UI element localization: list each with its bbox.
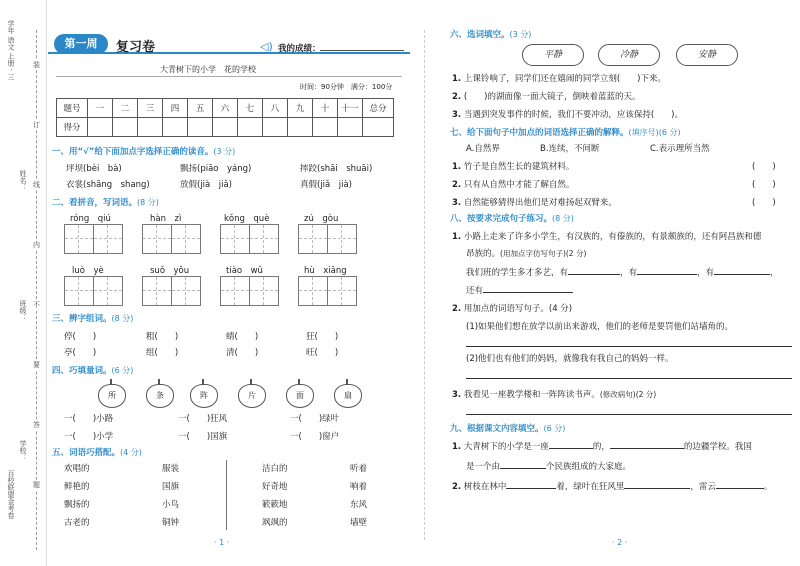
match-word[interactable]: 飘扬的 <box>64 500 90 510</box>
cut-char: 装 <box>33 61 40 69</box>
section-points: (3 分) <box>213 147 236 156</box>
imitate-sentence[interactable] <box>466 284 573 296</box>
section-points: (6 分) <box>111 366 134 375</box>
page-number: · 2 · <box>612 538 628 547</box>
section-title-text: 六、选词填空。 <box>450 30 510 40</box>
question-text: 个民族组成的大家庭。 <box>546 462 632 472</box>
answer-blank[interactable] <box>568 274 620 275</box>
writing-box[interactable] <box>298 224 328 254</box>
my-score-field[interactable] <box>320 50 404 51</box>
blank-text: ，有 <box>697 268 715 278</box>
word-cloud: 安静 <box>676 44 738 66</box>
answer-blank[interactable] <box>624 488 690 489</box>
question-text: 用加点的词语写句子。 <box>463 304 549 314</box>
question-text: 。 <box>763 482 773 492</box>
apple-word: 条 <box>146 384 174 408</box>
cut-char: 题 <box>33 481 40 489</box>
score-cell: 三 <box>138 99 163 118</box>
cut-char: 要 <box>33 361 40 369</box>
score-cell: 八 <box>263 99 288 118</box>
question-text: ( )的湖面像一面大镜子，倒映着蓝蓝的天。 <box>463 92 641 102</box>
match-word[interactable]: 簌簌地 <box>262 500 288 510</box>
fill-question: 2. 树枝在林中 着，绿叶在狂风里 ，雷云 。 <box>452 482 773 492</box>
writing-box[interactable] <box>142 224 172 254</box>
section-title-text: 一、用“√”给下面加点字选择正确的读音。 <box>52 147 214 157</box>
match-word[interactable]: 听着 <box>350 464 368 474</box>
section-points: (8 分) <box>137 198 159 207</box>
section-title-text: 八、按要求完成句子练习。 <box>450 214 553 224</box>
writing-box[interactable] <box>142 276 172 306</box>
question-text: 自然能够猜得出他们是对难扬起双臂来。 <box>463 198 617 208</box>
sentence-question: 1. 小路上走来了许多小学生，有汉族的，有傣族的，有景颇族的，还有阿昌族和德 <box>452 232 762 242</box>
score-input[interactable] <box>263 118 288 137</box>
apple-word: 片 <box>238 384 266 408</box>
meaning-question: 1. 竹子是自然生长的建筑材料。 <box>452 162 575 172</box>
pinyin-label: zú gòu <box>304 214 339 224</box>
fill-question[interactable]: 3. 当遇到突发事件的时候，我们不要冲动，应该保持( )。 <box>452 110 683 120</box>
match-word[interactable]: 服装 <box>162 464 180 474</box>
section-4-title <box>52 364 133 376</box>
school-label: 学校： <box>19 440 27 461</box>
imitate-sentence[interactable] <box>466 266 779 278</box>
sound-icon: ◁) <box>260 40 273 53</box>
sentence-question: 3. 我看见一座教学楼和一阵阵读书声。(修改病句)(2 分) <box>452 390 657 400</box>
answer-blank[interactable] <box>716 488 764 489</box>
score-input[interactable] <box>163 118 188 137</box>
sentence-prompt: (1)如果他们想在放学以前出来游戏，他们的老师是要罚他们站墙角的。 <box>466 322 734 332</box>
sentence-question-cont <box>466 247 586 259</box>
cut-char: 线 <box>33 181 40 189</box>
answer-blank[interactable] <box>637 274 697 275</box>
writing-box[interactable] <box>220 224 250 254</box>
blank-text: ， <box>770 268 779 278</box>
word-pair[interactable]: 旺( ) <box>306 348 339 358</box>
score-table-row <box>57 99 394 118</box>
answer-blank[interactable] <box>714 274 770 275</box>
match-word[interactable]: 洁白的 <box>262 464 288 474</box>
name-label: 姓名： <box>19 170 27 191</box>
match-word[interactable]: 鲜艳的 <box>64 482 90 492</box>
option: A.自然界 <box>466 144 500 154</box>
score-cell: 总分 <box>363 99 394 118</box>
answer-blank[interactable] <box>500 468 546 469</box>
page-divider <box>424 30 425 540</box>
question-text: 树枝在林中 <box>463 482 507 492</box>
score-input[interactable] <box>313 118 338 137</box>
meaning-question: 3. 自然能够猜得出他们是对难扬起双臂来。 <box>452 198 617 208</box>
answer-blank[interactable] <box>610 448 684 449</box>
writing-box[interactable] <box>93 276 123 306</box>
section-points: (填序号)(6 分) <box>628 128 681 137</box>
pinyin-label: hù xiāng <box>304 266 347 276</box>
answer-blank[interactable] <box>483 292 573 293</box>
apple-word: 扇 <box>334 384 362 408</box>
score-table <box>56 98 394 137</box>
score-input[interactable] <box>138 118 163 137</box>
cut-char: 内 <box>33 241 40 249</box>
question-text: 竹子是自然生长的建筑材料。 <box>463 162 575 172</box>
question-text: 大青树下的小学是一座 <box>463 442 549 452</box>
question-hint: (4 分) <box>548 304 573 314</box>
writing-box[interactable] <box>298 276 328 306</box>
score-cell: 五 <box>188 99 213 118</box>
score-cell: 六 <box>213 99 238 118</box>
pinyin-label: róng qiú <box>70 214 111 224</box>
time-info: 时间：90分钟 满分：100分 <box>300 83 393 91</box>
answer-blank[interactable] <box>506 488 556 489</box>
writing-box[interactable] <box>249 224 279 254</box>
pinyin-label: suǒ yǒu <box>150 266 190 276</box>
score-input[interactable] <box>88 118 113 137</box>
answer-line[interactable] <box>466 378 792 379</box>
match-word[interactable]: 响着 <box>350 482 368 492</box>
answer-line[interactable] <box>466 346 792 347</box>
score-input[interactable] <box>363 118 394 137</box>
measure-blank[interactable]: 一( )国旗 <box>178 432 228 442</box>
class-label: 班级： <box>19 300 27 321</box>
question-text: 小路上走来了许多小学生，有汉族的，有傣族的，有景颇族的，还有阿昌族和德 <box>463 232 762 242</box>
score-input[interactable] <box>188 118 213 137</box>
word-pair[interactable]: 清( ) <box>226 348 259 358</box>
reading-choice[interactable]: 摔跤(shāi shuāi) <box>300 164 373 174</box>
reading-choice[interactable]: 坪坝(bèi bà) <box>66 164 122 174</box>
blank-text: 还有 <box>466 286 484 296</box>
match-word[interactable]: 东风 <box>350 500 368 510</box>
writing-box[interactable] <box>249 276 279 306</box>
measure-blank[interactable]: 一( )小路 <box>64 414 114 424</box>
question-text: 只有从自然中才能了解自然。 <box>463 180 575 190</box>
writing-box[interactable] <box>171 276 201 306</box>
meaning-question: 2. 只有从自然中才能了解自然。 <box>452 180 575 190</box>
score-input[interactable] <box>213 118 238 137</box>
match-word[interactable]: 好奇地 <box>262 482 288 492</box>
score-input[interactable] <box>338 118 363 137</box>
match-word[interactable]: 古老的 <box>64 518 90 528</box>
measure-blank[interactable]: 一( )狂风 <box>178 414 228 424</box>
question-text: 的， <box>592 442 610 452</box>
section-title-text: 九、根据课文内容填空。 <box>450 424 544 434</box>
cut-char: 不 <box>33 301 40 309</box>
word-pair[interactable]: 狂( ) <box>306 332 339 342</box>
section-points: (6 分) <box>543 424 566 433</box>
section-8-title <box>450 212 574 224</box>
reading-choice[interactable]: 飘扬(piāo yáng) <box>180 164 252 174</box>
match-word[interactable]: 小鸟 <box>162 500 180 510</box>
binding-strip <box>0 0 47 566</box>
writing-box[interactable] <box>220 276 250 306</box>
publisher: 百校联盟金考卷 <box>7 470 15 519</box>
word-cloud: 冷静 <box>598 44 660 66</box>
reading-choice[interactable]: 衣裳(shāng shang) <box>66 180 150 190</box>
cut-char: 订 <box>33 121 40 129</box>
writing-box[interactable] <box>64 276 94 306</box>
question-text: 当遇到突发事件的时候，我们不要冲动，应该保持( )。 <box>463 110 683 120</box>
writing-box[interactable] <box>93 224 123 254</box>
subtitle: 大青树下的小学 花的学校 <box>160 65 256 74</box>
question-text: 是一个由 <box>466 462 501 472</box>
score-cell: 九 <box>288 99 313 118</box>
match-word[interactable]: 飒飒的 <box>262 518 288 528</box>
reading-choice[interactable]: 真假(jiǎ jià) <box>300 180 352 190</box>
option: C.表示理所当然 <box>650 144 710 154</box>
cut-line <box>36 30 37 550</box>
score-cell: 十 <box>313 99 338 118</box>
section-points: (8 分) <box>111 314 134 323</box>
fill-question[interactable]: 2. ( )的湖面像一面大镜子，倒映着蓝蓝的天。 <box>452 92 641 102</box>
score-input[interactable] <box>113 118 138 137</box>
apple-word: 面 <box>286 384 314 408</box>
word-pair[interactable]: 组( ) <box>146 348 179 358</box>
section-title-text: 四、巧填量词。 <box>52 366 112 376</box>
score-cell: 得分 <box>57 118 88 137</box>
page-number: · 1 · <box>214 538 230 547</box>
section-title-text: 三、辨字组词。 <box>52 314 112 324</box>
section-6-title <box>450 28 531 40</box>
section-5-title <box>52 446 142 458</box>
score-cell: 十一 <box>338 99 363 118</box>
measure-blank[interactable]: 一( )窗户 <box>290 432 340 442</box>
score-cell: 一 <box>88 99 113 118</box>
section-9-title <box>450 422 565 434</box>
sentence-prompt: (2)他们也有他们的妈妈，就像我有我自己的妈妈一样。 <box>466 354 674 364</box>
score-input[interactable] <box>288 118 313 137</box>
apple-word: 所 <box>98 384 126 408</box>
section-title-text: 七、给下面句子中加点的词语选择正确的解释。 <box>450 128 629 138</box>
section-title-text: 二、看拼音，写词语。 <box>52 198 138 208</box>
subtitle-rule <box>56 76 402 77</box>
pinyin-label: tiào wǔ <box>226 266 263 276</box>
match-word[interactable]: 国旗 <box>162 482 180 492</box>
match-divider <box>226 460 227 530</box>
question-text: 上课铃响了，同学们还在嬉闹的同学立刻( )下来。 <box>463 74 666 84</box>
cut-char: 答 <box>33 421 40 429</box>
answer-paren[interactable]: ( ) <box>752 198 776 208</box>
score-cell: 四 <box>163 99 188 118</box>
answer-blank[interactable] <box>549 448 593 449</box>
word-pair[interactable]: 停( ) <box>64 332 97 342</box>
question-text: 着，绿叶在狂风里 <box>556 482 625 492</box>
pinyin-label: luò yè <box>72 266 104 276</box>
apple-word: 阵 <box>190 384 218 408</box>
writing-box[interactable] <box>171 224 201 254</box>
pinyin-label: hàn zì <box>150 214 182 224</box>
answer-paren[interactable]: ( ) <box>752 180 776 190</box>
measure-blank[interactable]: 一( )小学 <box>64 432 114 442</box>
question-text: 的边疆学校。我国 <box>683 442 752 452</box>
question-text: 昂族的。 <box>466 249 501 259</box>
score-input[interactable] <box>238 118 263 137</box>
page-title: 复习卷 <box>116 40 156 55</box>
section-1-title <box>52 145 235 157</box>
answer-paren[interactable]: ( ) <box>752 162 776 172</box>
word-pair[interactable]: 蜻( ) <box>226 332 259 342</box>
score-table-row <box>57 118 394 137</box>
writing-box[interactable] <box>327 224 357 254</box>
question-text: 我看见一座教学楼和一阵阵读书声。 <box>463 390 600 400</box>
section-points: (4 分) <box>120 448 142 457</box>
section-title-text: 五、词语巧搭配。 <box>52 448 121 458</box>
fill-question: 1. 大青树下的小学是一座 的， 的边疆学校。我国 <box>452 442 752 452</box>
section-points: (3 分) <box>509 30 532 39</box>
reading-choice[interactable]: 放假(jià jiǎ) <box>180 180 232 190</box>
week-badge: 第一周 <box>54 34 108 54</box>
question-hint: (修改病句)(2 分) <box>599 390 657 399</box>
score-cell: 二 <box>113 99 138 118</box>
match-word[interactable]: 欢唱的 <box>64 464 90 474</box>
match-word[interactable]: 墙壁 <box>350 518 368 528</box>
writing-box[interactable] <box>64 224 94 254</box>
word-pair[interactable]: 亭( ) <box>64 348 97 358</box>
word-cloud: 平静 <box>522 44 584 66</box>
question-hint: (用加点字仿写句子)(2 分) <box>500 249 587 258</box>
section-2-title <box>52 196 159 208</box>
blank-text: 我们班的学生多才多艺，有 <box>466 268 569 278</box>
fill-question[interactable]: 1. 上课铃响了，同学们还在嬉闹的同学立刻( )下来。 <box>452 74 666 84</box>
answer-line[interactable] <box>466 414 792 415</box>
score-cell: 七 <box>238 99 263 118</box>
option: B.连续，不间断 <box>540 144 600 154</box>
word-pair[interactable]: 粗( ) <box>146 332 179 342</box>
section-3-title <box>52 312 133 324</box>
strip-grade: 学年 语文 上册 · 三 <box>7 20 15 81</box>
section-points: (8 分) <box>552 214 574 223</box>
writing-box[interactable] <box>327 276 357 306</box>
measure-blank[interactable]: 一( )绿叶 <box>290 414 340 424</box>
my-score-label: 我的成绩： <box>278 44 321 54</box>
question-text: ，雷云 <box>690 482 716 492</box>
fill-question-cont <box>466 460 631 472</box>
sentence-question: 2. 用加点的词语写句子。(4 分) <box>452 304 573 314</box>
section-7-title <box>450 126 681 138</box>
blank-text: ，有 <box>620 268 638 278</box>
match-word[interactable]: 铜钟 <box>162 518 180 528</box>
score-cell: 题号 <box>57 99 88 118</box>
pinyin-label: kǒng què <box>224 214 270 224</box>
